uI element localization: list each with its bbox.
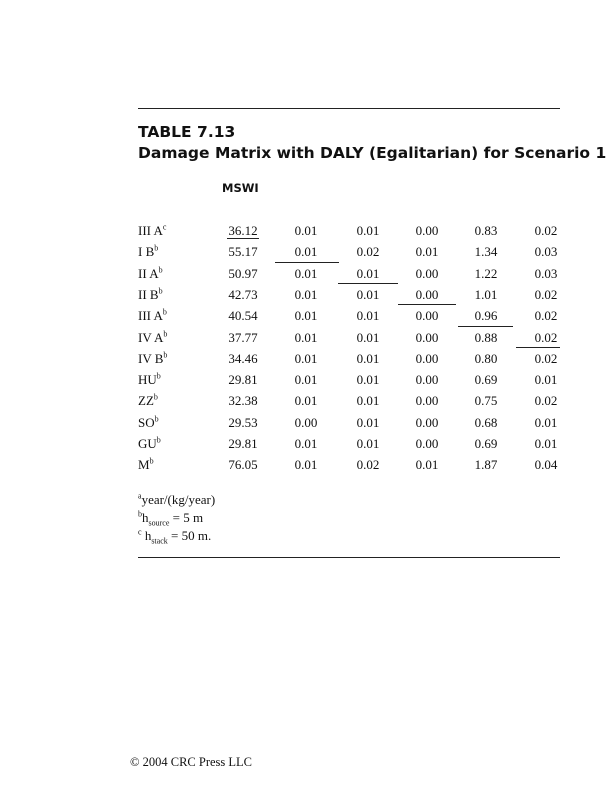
table-cell: 0.00 (415, 308, 439, 323)
table-cell: 0.02 (534, 351, 558, 366)
table-cell: 0.01 (356, 372, 380, 387)
footnote-mark: c (138, 527, 142, 537)
row-label-footnote-mark: b (153, 392, 158, 402)
table-row (0, 372, 560, 393)
table-cell: 0.00 (415, 330, 439, 345)
table-cell: 29.81 (228, 372, 258, 387)
row-label-text: IV B (138, 351, 164, 366)
table-row (0, 266, 560, 287)
row-label-text: SO (138, 415, 155, 430)
table-caption-text: Damage Matrix with DALY (Egalitarian) for Scenario (138, 144, 591, 162)
table-cell: 37.77 (228, 330, 258, 345)
row-label-footnote-mark: b (156, 435, 161, 445)
table-row (0, 457, 560, 478)
table-cell: 0.01 (294, 308, 318, 323)
row-label (138, 393, 158, 409)
table-cell: 0.01 (294, 287, 318, 302)
table-row (0, 393, 560, 414)
row-label-text: M (138, 457, 150, 472)
row-label (138, 372, 161, 388)
table-cell: 0.96 (474, 308, 498, 323)
row-label (138, 330, 167, 346)
footnote-text: = 5 m (169, 510, 204, 525)
table-cell: 0.00 (415, 415, 439, 430)
row-label (138, 457, 154, 473)
row-label-footnote-mark: b (154, 243, 159, 253)
footnote-symbol: h (142, 510, 149, 525)
footnote-text: year/(kg/year) (141, 492, 216, 507)
row-label-text: II A (138, 266, 159, 281)
table-cell: 0.01 (356, 436, 380, 451)
table-cell: 0.00 (415, 372, 439, 387)
table-cell: 40.54 (228, 308, 258, 323)
table-cell: 0.83 (474, 223, 498, 238)
column-header-mswi: MSWI (222, 181, 259, 195)
table-row (0, 330, 560, 351)
footnote-a (138, 491, 215, 509)
table-number: TABLE 7.13 (138, 123, 236, 141)
table-cell: 0.03 (534, 244, 558, 259)
table-cell: 1.22 (474, 266, 498, 281)
table-cell: 0.02 (534, 308, 558, 323)
table-cell: 34.46 (228, 351, 258, 366)
table-cell: 29.81 (228, 436, 258, 451)
diagonal-underline (398, 304, 456, 305)
row-label-text: ZZ (138, 393, 154, 408)
table-cell: 0.69 (474, 372, 498, 387)
table-row (0, 351, 560, 372)
row-label-text: II B (138, 287, 159, 302)
footnotes (138, 491, 215, 545)
table-cell: 0.04 (534, 457, 558, 472)
table-cell: 0.01 (356, 223, 380, 238)
row-label-footnote-mark: b (156, 371, 161, 381)
table-cell: 0.88 (474, 330, 498, 345)
row-label-footnote-mark: b (162, 307, 167, 317)
row-label-footnote-mark: c (162, 222, 167, 232)
table-row (0, 223, 560, 244)
footnote-text: = 50 m. (167, 528, 212, 543)
table-cell: 0.01 (294, 372, 318, 387)
row-label-text: IV A (138, 330, 164, 345)
table-cell: 0.69 (474, 436, 498, 451)
footnote-b (138, 509, 215, 527)
table-cell: 0.01 (534, 372, 558, 387)
row-label-footnote-mark: b (158, 286, 163, 296)
table-cell: 1.01 (474, 287, 498, 302)
table-cell: 0.00 (415, 351, 439, 366)
footnote-subscript: stack (151, 536, 168, 546)
table-cell: 0.01 (294, 436, 318, 451)
row-label-text: III A (138, 308, 163, 323)
diagonal-underline (275, 262, 339, 263)
table-cell: 0.01 (294, 457, 318, 472)
row-label (138, 308, 167, 324)
table-cell: 0.00 (415, 287, 439, 302)
row-label (138, 287, 163, 303)
table-cell: 0.02 (534, 223, 558, 238)
table-cell: 0.01 (415, 244, 439, 259)
table-cell: 55.17 (228, 244, 258, 259)
bottom-rule (138, 557, 560, 558)
table-cell: 0.80 (474, 351, 498, 366)
table-row (0, 287, 560, 308)
table-cell: 0.01 (534, 436, 558, 451)
diagonal-underline (227, 238, 259, 239)
row-label (138, 244, 158, 260)
table-cell: 50.97 (228, 266, 258, 281)
table-cell: 0.01 (294, 244, 318, 259)
table-cell: 0.02 (356, 457, 380, 472)
row-label-text: I B (138, 244, 155, 259)
row-label-footnote-mark: b (154, 414, 159, 424)
row-label (138, 415, 159, 431)
table-cell: 32.38 (228, 393, 258, 408)
row-label-footnote-mark: b (163, 329, 168, 339)
table-cell: 1.87 (474, 457, 498, 472)
row-label-text: III A (138, 223, 163, 238)
row-label-footnote-mark: b (149, 456, 154, 466)
table-cell: 0.01 (356, 415, 380, 430)
row-label-text: HU (138, 372, 157, 387)
table-cell: 0.01 (294, 330, 318, 345)
table-cell: 0.00 (294, 415, 318, 430)
table-cell: 0.01 (534, 415, 558, 430)
table-cell: 0.00 (415, 393, 439, 408)
table-cell: 1.34 (474, 244, 498, 259)
table-cell: 0.01 (356, 266, 380, 281)
footnote-c (138, 527, 215, 545)
table-cell: 36.12 (228, 223, 258, 238)
footnote-mark: b (138, 509, 142, 519)
row-label-text: GU (138, 436, 157, 451)
table-cell: 0.00 (415, 266, 439, 281)
table-cell: 0.02 (534, 330, 558, 345)
table-caption (138, 142, 606, 164)
diagonal-underline (458, 326, 513, 327)
table-cell: 0.00 (415, 223, 439, 238)
footnote-symbol: h (141, 528, 152, 543)
row-label (138, 351, 167, 367)
table-cell: 0.01 (356, 393, 380, 408)
table-cell: 0.02 (356, 244, 380, 259)
table-cell: 76.05 (228, 457, 258, 472)
diagonal-underline (516, 347, 560, 348)
table-cell: 0.01 (356, 308, 380, 323)
table-cell: 0.03 (534, 266, 558, 281)
table-cell: 0.68 (474, 415, 498, 430)
table-cell: 0.00 (415, 436, 439, 451)
footnote-mark: a (138, 491, 142, 501)
table-cell: 0.01 (294, 351, 318, 366)
row-label-footnote-mark: b (158, 265, 163, 275)
row-label (138, 223, 166, 239)
table-cell: 29.53 (228, 415, 258, 430)
diagonal-underline (338, 283, 398, 284)
table-row (0, 436, 560, 457)
table-cell: 0.01 (294, 266, 318, 281)
table-cell: 0.02 (534, 287, 558, 302)
table-cell: 0.01 (356, 287, 380, 302)
top-rule (138, 108, 560, 109)
copyright-notice: © 2004 CRC Press LLC (130, 755, 253, 769)
row-label-footnote-mark: b (163, 350, 168, 360)
table-cell: 0.01 (356, 351, 380, 366)
table-cell: 0.75 (474, 393, 498, 408)
table-cell: 0.02 (534, 393, 558, 408)
table-row (0, 415, 560, 436)
table-cell: 42.73 (228, 287, 258, 302)
table-cell: 0.01 (415, 457, 439, 472)
table-cell: 0.01 (356, 330, 380, 345)
row-label (138, 436, 161, 452)
row-label (138, 266, 163, 282)
table-cell: 0.01 (294, 223, 318, 238)
table-caption-tail: 1 (590, 144, 606, 162)
table-cell: 0.01 (294, 393, 318, 408)
footnote-subscript: source (148, 518, 170, 528)
